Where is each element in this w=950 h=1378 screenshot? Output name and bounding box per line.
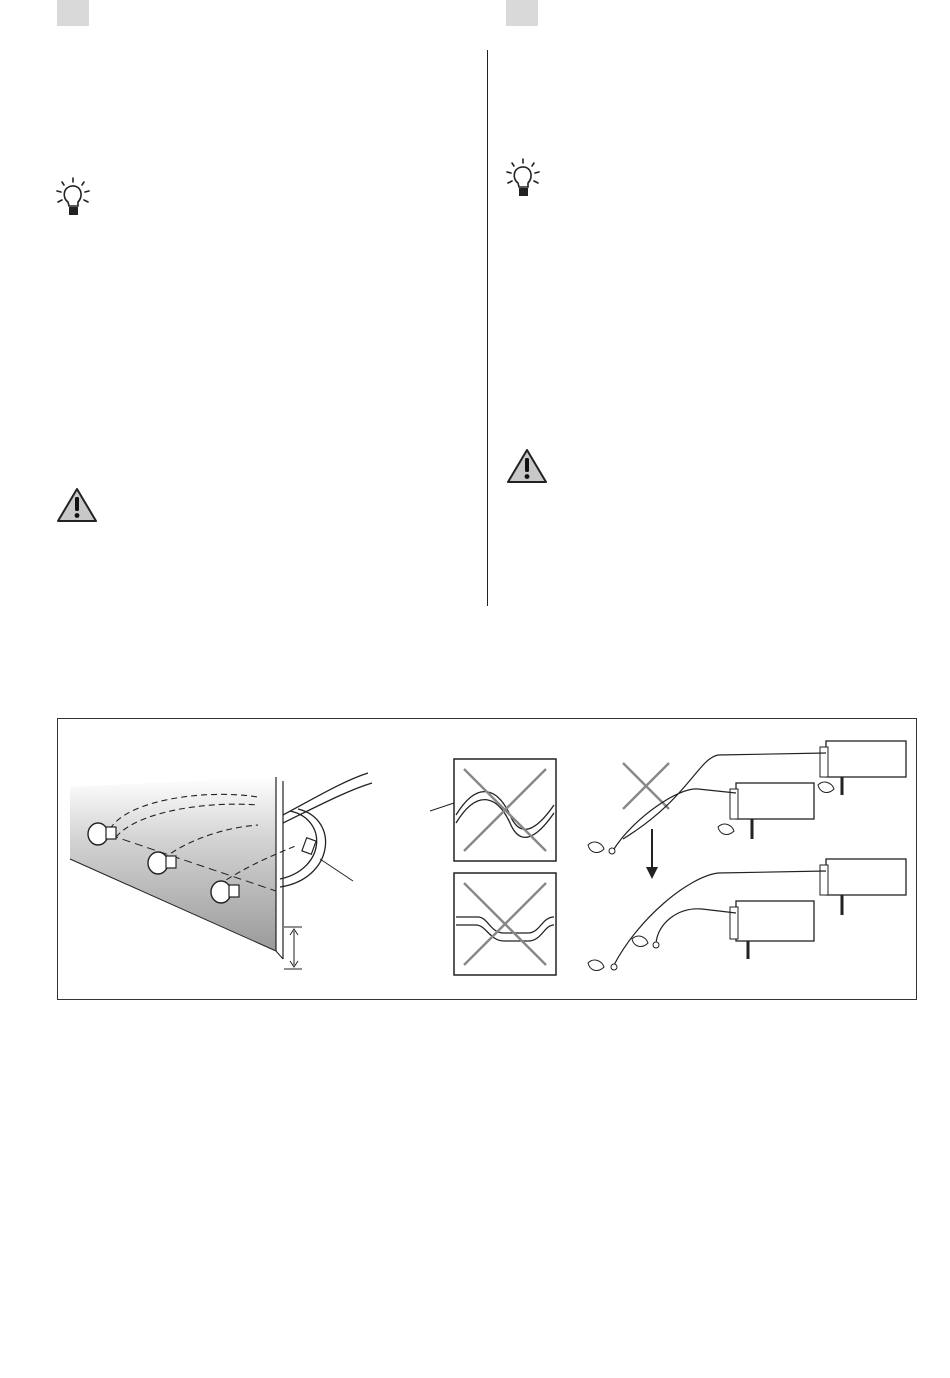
lightbulb-icon (54, 176, 94, 218)
hose-routing-panel (70, 773, 372, 969)
steam-generator-panel (588, 741, 906, 970)
column-divider (487, 50, 488, 606)
lightbulb-icon (504, 157, 544, 199)
warning-icon (56, 487, 98, 523)
left-column-tab-marker (57, 0, 89, 26)
warning-icon (506, 448, 548, 484)
installation-figure (57, 718, 917, 1000)
installation-illustration (58, 719, 916, 999)
incorrect-bend-panel (430, 759, 556, 975)
right-column-tab-marker (506, 0, 538, 26)
